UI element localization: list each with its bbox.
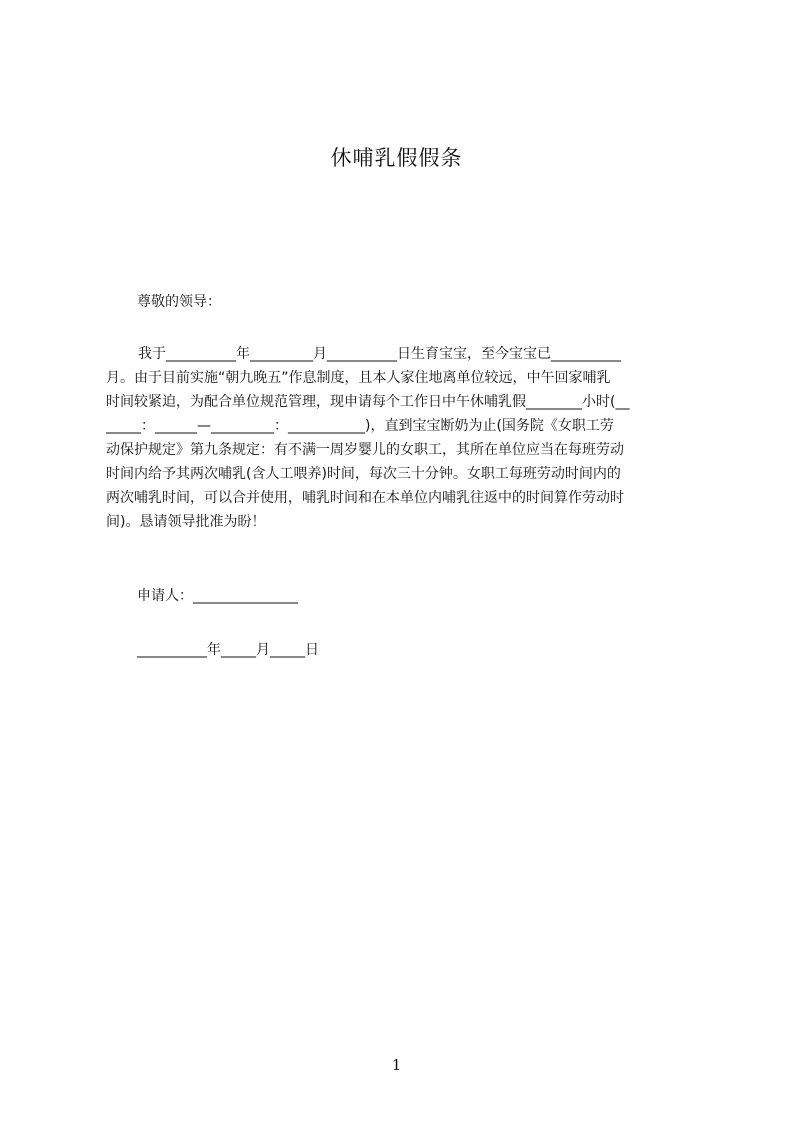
body-line: 时间较紧迫，为配合单位规范管理，现申请每个工作日中午休哺乳假________小时(__ xyxy=(106,394,630,410)
body-line: 间)。恳请领导批准为盼！ xyxy=(106,514,266,530)
salutation: 尊敬的领导： xyxy=(137,294,221,310)
body-line: 时间内给予其两次哺乳(含人工喂养)时间，每次三十分钟。女职工每班劳动时间内的 xyxy=(106,466,621,482)
signer-line: 申请人：_______________ xyxy=(137,588,298,604)
body-line: _____：______—_________：___________)，直到宝宝断奶为止(国务院《女职工劳 xyxy=(106,418,614,434)
date-line: __________年_____月_____日 xyxy=(137,642,319,658)
body-line: 动保护规定》第九条规定：有不满一周岁婴儿的女职工，其所在单位应当在每班劳动 xyxy=(106,442,624,458)
body-paragraph xyxy=(106,342,702,534)
document-title: 休哺乳假假条 xyxy=(330,146,463,170)
body-line: 月。由于目前实施“朝九晚五”作息制度，且本人家住地离单位较远，中午回家哺乳 xyxy=(106,370,611,386)
page-number: 1 xyxy=(391,1056,402,1074)
body-line: 我于__________年_________月__________日生育宝宝，至今宝宝已__________ xyxy=(138,346,621,362)
body-line: 两次哺乳时间，可以合并使用，哺乳时间和在本单位内哺乳往返中的时间算作劳动时 xyxy=(106,490,624,506)
